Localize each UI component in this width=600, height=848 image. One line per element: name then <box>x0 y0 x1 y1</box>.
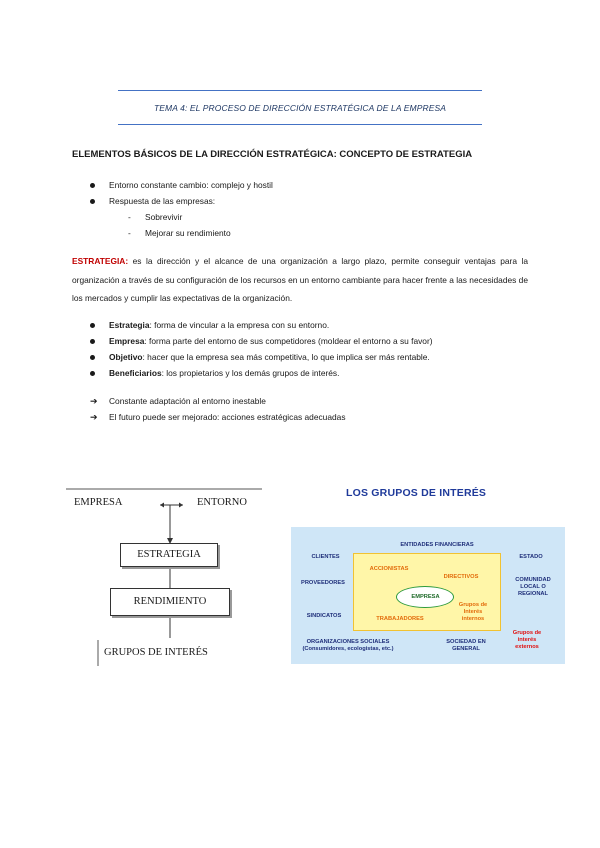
accionistas-label: ACCIONISTAS <box>369 566 409 572</box>
section-title: ELEMENTOS BÁSICOS DE LA DIRECCIÓN ESTRATÉGICA: CONCEPTO DE ESTRATEGIA <box>72 149 473 160</box>
org-sociales-label: ORGANIZACIONES SOCIALES <box>306 639 390 645</box>
org-sociales-sub-label: (Consumidores, ecologistas, etc.) <box>302 646 394 652</box>
estrategia-text: es la dirección y el alcance de una organización a largo plazo, permite conseguir ventajas para la organización a través de su configuración de los recursos en un entorno cambiante para hacer frente a las necesidades de los mercados y cumplir las expectativas de la organización. <box>72 256 528 303</box>
flow-entorno-label: ENTORNO <box>197 497 247 508</box>
directivos-label: DIRECTIVOS <box>443 574 479 580</box>
sociedad-label: SOCIEDAD EN GENERAL <box>446 639 486 652</box>
flow-empresa-label: EMPRESA <box>74 497 123 508</box>
arrow-right-icon <box>179 503 183 508</box>
comunidad-label: COMUNIDAD LOCAL O REGIONAL <box>515 577 551 597</box>
bullet-dot-icon <box>90 323 95 328</box>
bullet-dot-icon <box>90 183 95 188</box>
arrow-right-icon: ➔ <box>90 396 98 406</box>
internal-groups-label: Grupos de Interés internos <box>458 602 488 622</box>
bullet-dot-icon <box>90 355 95 360</box>
empresa-label: EMPRESA <box>411 594 440 600</box>
clientes-label: CLIENTES <box>311 554 340 560</box>
list-item: Entorno constante cambio: complejo y hostil <box>90 177 273 193</box>
arrow-left-icon <box>160 503 164 508</box>
dash-icon: - <box>128 212 131 222</box>
sindicatos-label: SINDICATOS <box>306 613 342 619</box>
list-item: - Mejorar su rendimiento <box>128 225 231 241</box>
estrategia-definition <box>72 252 528 308</box>
list-item: Estrategia: forma de vincular a la empresa con su entorno. <box>90 317 433 333</box>
flow-estrategia-box: ESTRATEGIA <box>120 543 218 567</box>
arrow-right-icon: ➔ <box>90 412 98 422</box>
bullet-dot-icon <box>90 199 95 204</box>
proveedores-label: PROVEEDORES <box>301 580 345 586</box>
header-bottom-rule <box>118 124 482 125</box>
definitions-list <box>90 317 433 381</box>
header-title: TEMA 4: EL PROCESO DE DIRECCIÓN ESTRATÉGICA DE LA EMPRESA <box>153 103 447 113</box>
stakeholders-title: LOS GRUPOS DE INTERÉS <box>346 487 487 499</box>
bullet-dot-icon <box>90 371 95 376</box>
arrow-list <box>90 393 346 425</box>
list-item: Empresa: forma parte del entorno de sus competidores (moldear el entorno a su favor) <box>90 333 433 349</box>
response-sub-bullets <box>128 209 231 241</box>
internal-groups-box <box>353 553 501 631</box>
external-groups-label: Grupos de interés externos <box>512 630 542 650</box>
dash-icon: - <box>128 228 131 238</box>
list-item: - Sobrevivir <box>128 209 231 225</box>
flow-grupos-label: GRUPOS DE INTERÉS <box>104 647 208 658</box>
list-item: ➔ El futuro puede ser mejorado: acciones estratégicas adecuadas <box>90 409 346 425</box>
estrategia-keyword: ESTRATEGIA: <box>72 256 129 266</box>
intro-bullets <box>90 177 273 209</box>
list-item: Beneficiarios: los propietarios y los demás grupos de interés. <box>90 365 433 381</box>
list-item: ➔ Constante adaptación al entorno inestable <box>90 393 346 409</box>
estado-label: ESTADO <box>519 554 543 560</box>
bullet-dot-icon <box>90 339 95 344</box>
list-item: Respuesta de las empresas: <box>90 193 273 209</box>
trabajadores-label: TRABAJADORES <box>376 616 424 622</box>
stakeholders-diagram <box>291 527 565 664</box>
entidades-label: ENTIDADES FINANCIERAS <box>400 542 474 548</box>
list-item: Objetivo: hacer que la empresa sea más competitiva, lo que implica ser más rentable. <box>90 349 433 365</box>
flow-rendimiento-box: RENDIMIENTO <box>110 588 230 616</box>
header-top-rule <box>118 90 482 91</box>
